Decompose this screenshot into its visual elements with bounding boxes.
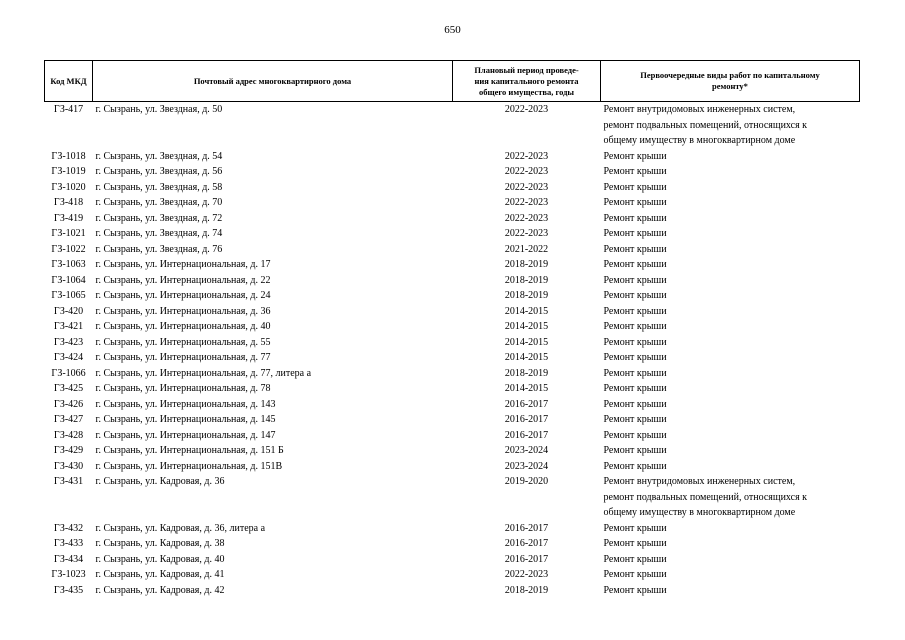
works-line: Ремонт крыши — [603, 414, 667, 425]
header-works-line: Первоочередные виды работ по капитальному — [640, 70, 820, 80]
address-cell: г. Сызрань, ул. Кадровая, д. 40 — [95, 553, 225, 565]
address-cell: г. Сызрань, ул. Кадровая, д. 42 — [95, 584, 225, 596]
mkd-code-cell: ГЗ-418 — [53, 197, 84, 208]
works-line: общему имуществу в многоквартирном доме — [603, 507, 796, 518]
works-line: Ремонт крыши — [603, 383, 667, 394]
works-line: Ремонт крыши — [603, 553, 667, 565]
period-cell: 2018-2019 — [504, 259, 549, 270]
address-cell: г. Сызрань, ул. Звездная, д. 50 — [95, 104, 223, 115]
table-row — [45, 195, 860, 211]
address-cell: г. Сызрань, ул. Интернациональная, д. 147 — [95, 429, 276, 441]
table-row — [45, 304, 860, 320]
works-line: Ремонт крыши — [603, 584, 667, 596]
works-cell — [601, 412, 860, 428]
works-cell — [601, 552, 860, 568]
period-cell: 2018-2019 — [504, 584, 549, 596]
header-period-line: Плановый период проведе- — [474, 64, 579, 75]
table-row — [45, 211, 860, 227]
period-cell: 2016-2017 — [504, 414, 549, 425]
table-row — [45, 583, 860, 599]
works-line: Ремонт крыши — [603, 166, 667, 177]
header-period-line: ния капитального ремонта — [474, 75, 579, 86]
works-line: Ремонт крыши — [603, 538, 667, 549]
works-line: Ремонт крыши — [603, 212, 667, 224]
works-line: Ремонт крыши — [603, 352, 667, 363]
table-row — [45, 567, 860, 583]
works-cell — [601, 288, 860, 304]
table-body — [45, 102, 860, 599]
mkd-code-cell: ГЗ-425 — [53, 383, 84, 394]
works-line: Ремонт крыши — [603, 398, 667, 410]
period-cell: 2021-2022 — [504, 243, 549, 255]
table-row — [45, 149, 860, 165]
period-cell: 2014-2015 — [504, 321, 549, 332]
address-cell: г. Сызрань, ул. Кадровая, д. 36 — [95, 476, 225, 487]
works-line: Ремонт крыши — [603, 150, 667, 162]
table-row — [45, 521, 860, 537]
period-cell: 2016-2017 — [504, 538, 549, 549]
table-row — [45, 552, 860, 568]
period-cell: 2022-2023 — [504, 197, 549, 208]
works-cell — [601, 536, 860, 552]
works-cell — [601, 350, 860, 366]
table-row — [45, 366, 860, 382]
table-row — [45, 397, 860, 413]
header-works — [601, 61, 860, 102]
mkd-code-cell: ГЗ-417 — [53, 104, 84, 115]
works-line: Ремонт крыши — [603, 290, 667, 301]
mkd-code-cell: ГЗ-1019 — [51, 166, 86, 177]
works-line: Ремонт крыши — [603, 181, 667, 193]
mkd-code-cell: ГЗ-421 — [53, 321, 84, 332]
address-cell: г. Сызрань, ул. Звездная, д. 56 — [95, 166, 223, 177]
works-cell — [601, 242, 860, 258]
table-row — [45, 226, 860, 242]
header-code: Код МКД — [45, 61, 93, 102]
mkd-code-cell: ГЗ-431 — [53, 476, 84, 487]
address-cell: г. Сызрань, ул. Звездная, д. 72 — [95, 212, 223, 224]
table-row — [45, 536, 860, 552]
works-line: Ремонт крыши — [603, 367, 667, 379]
period-cell: 2016-2017 — [504, 522, 549, 534]
address-cell: г. Сызрань, ул. Звездная, д. 54 — [95, 150, 223, 162]
mkd-code-cell: ГЗ-1020 — [51, 181, 86, 193]
period-cell: 2018-2019 — [504, 290, 549, 301]
address-cell: г. Сызрань, ул. Интернациональная, д. 36 — [95, 305, 271, 317]
works-line: Ремонт крыши — [603, 259, 667, 270]
works-line: Ремонт крыши — [603, 445, 667, 456]
header-address: Почтовый адрес многоквартирного дома — [93, 61, 453, 102]
mkd-code-cell: ГЗ-435 — [53, 584, 84, 596]
works-cell — [601, 102, 860, 149]
table-row — [45, 412, 860, 428]
works-line: Ремонт крыши — [603, 429, 667, 441]
mkd-code-cell: ГЗ-1018 — [51, 150, 86, 162]
mkd-code-cell: ГЗ-433 — [53, 538, 84, 549]
table-row — [45, 273, 860, 289]
period-cell: 2022-2023 — [504, 569, 549, 580]
period-cell: 2014-2015 — [504, 383, 549, 394]
table-row — [45, 443, 860, 459]
period-cell: 2023-2024 — [504, 460, 549, 472]
works-line: Ремонт крыши — [603, 228, 667, 239]
period-cell: 2022-2023 — [504, 228, 549, 239]
works-cell — [601, 443, 860, 459]
works-line: Ремонт внутридомовых инженерных систем, — [603, 104, 796, 115]
mkd-code-cell: ГЗ-424 — [53, 352, 84, 363]
works-line: Ремонт крыши — [603, 522, 667, 534]
address-cell: г. Сызрань, ул. Кадровая, д. 41 — [95, 569, 225, 580]
works-line: ремонт подвальных помещений, относящихся к — [603, 119, 808, 131]
works-line: ремонт подвальных помещений, относящихся к — [603, 491, 808, 503]
period-cell: 2022-2023 — [504, 212, 549, 224]
table-row — [45, 335, 860, 351]
works-cell — [601, 211, 860, 227]
works-line: общему имуществу в многоквартирном доме — [603, 135, 796, 146]
works-line: Ремонт крыши — [603, 305, 667, 317]
mkd-code-cell: ГЗ-423 — [53, 336, 84, 348]
works-line: Ремонт крыши — [603, 460, 667, 472]
table-row — [45, 350, 860, 366]
address-cell: г. Сызрань, ул. Интернациональная, д. 40 — [95, 321, 271, 332]
mkd-code-cell: ГЗ-434 — [53, 553, 84, 565]
works-line: Ремонт крыши — [603, 274, 667, 286]
works-cell — [601, 226, 860, 242]
header-period-line: общего имущества, годы — [478, 86, 575, 97]
period-cell: 2023-2024 — [504, 445, 549, 456]
address-cell: г. Сызрань, ул. Интернациональная, д. 145 — [95, 414, 276, 425]
table-row — [45, 102, 860, 149]
works-cell — [601, 149, 860, 165]
works-cell — [601, 304, 860, 320]
address-cell: г. Сызрань, ул. Интернациональная, д. 24 — [95, 290, 271, 301]
works-line: Ремонт крыши — [603, 321, 667, 332]
mkd-code-cell: ГЗ-1064 — [51, 274, 86, 286]
works-cell — [601, 319, 860, 335]
works-cell — [601, 195, 860, 211]
address-cell: г. Сызрань, ул. Интернациональная, д. 151 Б — [95, 445, 284, 456]
address-cell: г. Сызрань, ул. Интернациональная, д. 22 — [95, 274, 271, 286]
table-row — [45, 180, 860, 196]
mkd-code-cell: ГЗ-430 — [53, 460, 84, 472]
mkd-code-cell: ГЗ-1022 — [51, 243, 86, 255]
works-cell — [601, 335, 860, 351]
works-cell — [601, 180, 860, 196]
registry-table — [44, 60, 860, 598]
period-cell: 2016-2017 — [504, 398, 549, 410]
table-row — [45, 242, 860, 258]
works-cell — [601, 521, 860, 537]
table-row — [45, 164, 860, 180]
mkd-code-cell: ГЗ-420 — [53, 305, 84, 317]
period-cell: 2014-2015 — [504, 336, 549, 348]
period-cell: 2016-2017 — [504, 553, 549, 565]
mkd-code-cell: ГЗ-1021 — [51, 228, 86, 239]
works-line: Ремонт крыши — [603, 243, 667, 255]
works-cell — [601, 257, 860, 273]
table-row — [45, 474, 860, 521]
address-cell: г. Сызрань, ул. Звездная, д. 70 — [95, 197, 223, 208]
period-cell: 2022-2023 — [504, 150, 549, 162]
period-cell: 2022-2023 — [504, 104, 549, 115]
table-row — [45, 319, 860, 335]
header-works-line: ремонту* — [712, 81, 748, 91]
table-header — [45, 61, 860, 102]
address-cell: г. Сызрань, ул. Интернациональная, д. 55 — [95, 336, 271, 348]
table-row — [45, 257, 860, 273]
period-cell: 2016-2017 — [504, 429, 549, 441]
works-cell — [601, 164, 860, 180]
mkd-code-cell: ГЗ-429 — [53, 445, 84, 456]
mkd-code-cell: ГЗ-427 — [53, 414, 84, 425]
address-cell: г. Сызрань, ул. Интернациональная, д. 143 — [95, 398, 276, 410]
mkd-code-cell: ГЗ-428 — [53, 429, 84, 441]
works-cell — [601, 381, 860, 397]
works-cell — [601, 474, 860, 521]
mkd-code-cell: ГЗ-1066 — [51, 367, 86, 379]
period-cell: 2014-2015 — [504, 305, 549, 317]
table-row — [45, 381, 860, 397]
period-cell: 2022-2023 — [504, 181, 549, 193]
address-cell: г. Сызрань, ул. Звездная, д. 74 — [95, 228, 223, 239]
mkd-code-cell: ГЗ-432 — [53, 522, 84, 534]
period-cell: 2018-2019 — [504, 274, 549, 286]
works-cell — [601, 397, 860, 413]
address-cell: г. Сызрань, ул. Интернациональная, д. 151В — [95, 460, 283, 472]
mkd-code-cell: ГЗ-1065 — [51, 290, 86, 301]
works-line: Ремонт крыши — [603, 197, 667, 208]
address-cell: г. Сызрань, ул. Звездная, д. 58 — [95, 181, 223, 193]
works-cell — [601, 428, 860, 444]
period-cell: 2014-2015 — [504, 352, 549, 363]
address-cell: г. Сызрань, ул. Звездная, д. 76 — [95, 243, 223, 255]
table-row — [45, 428, 860, 444]
period-cell: 2022-2023 — [504, 166, 549, 177]
period-cell: 2019-2020 — [504, 476, 549, 487]
table-row — [45, 288, 860, 304]
address-cell: г. Сызрань, ул. Интернациональная, д. 77, литера а — [95, 367, 312, 379]
works-line: Ремонт крыши — [603, 336, 667, 348]
address-cell: г. Сызрань, ул. Интернациональная, д. 17 — [95, 259, 271, 270]
table-row — [45, 459, 860, 475]
address-cell: г. Сызрань, ул. Интернациональная, д. 78 — [95, 383, 271, 394]
works-cell — [601, 459, 860, 475]
header-period — [453, 61, 601, 102]
mkd-code-cell: ГЗ-1023 — [51, 569, 86, 580]
mkd-code-cell: ГЗ-1063 — [51, 259, 86, 270]
works-cell — [601, 583, 860, 599]
period-cell: 2018-2019 — [504, 367, 549, 379]
address-cell: г. Сызрань, ул. Кадровая, д. 36, литера а — [95, 522, 266, 534]
works-line: Ремонт крыши — [603, 569, 667, 580]
address-cell: г. Сызрань, ул. Кадровая, д. 38 — [95, 538, 225, 549]
works-cell — [601, 567, 860, 583]
works-cell — [601, 273, 860, 289]
mkd-code-cell: ГЗ-419 — [53, 212, 84, 224]
mkd-code-cell: ГЗ-426 — [53, 398, 84, 410]
address-cell: г. Сызрань, ул. Интернациональная, д. 77 — [95, 352, 271, 363]
works-cell — [601, 366, 860, 382]
page-number: 650 — [444, 24, 461, 36]
works-line: Ремонт внутридомовых инженерных систем, — [603, 476, 796, 487]
header-row — [45, 61, 860, 102]
